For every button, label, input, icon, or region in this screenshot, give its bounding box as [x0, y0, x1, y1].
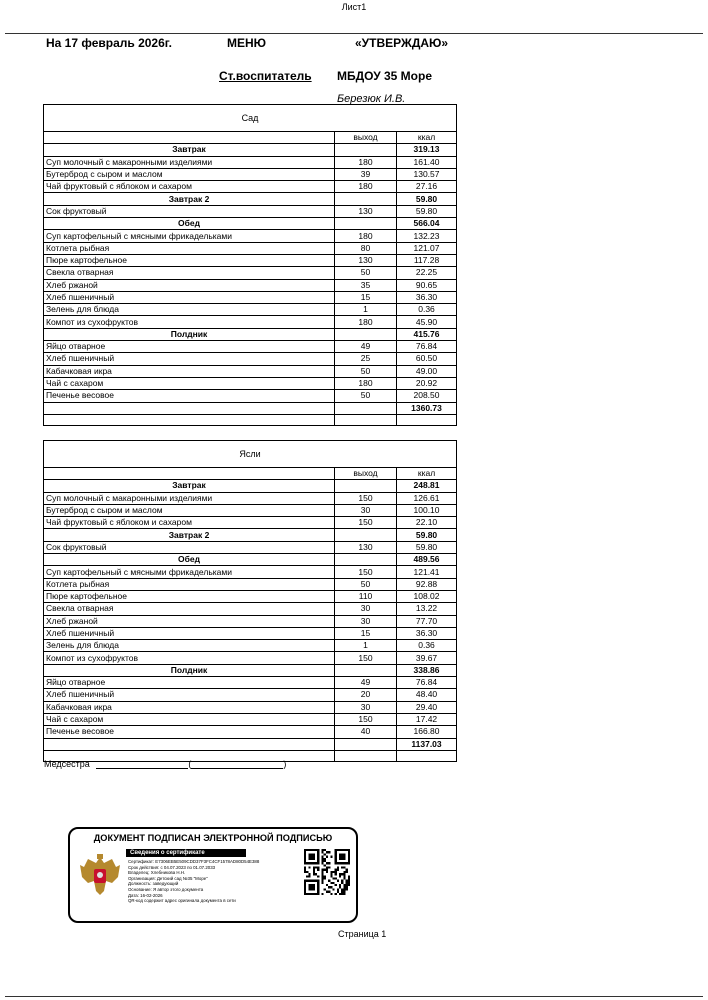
meal-name: Обед	[44, 218, 335, 230]
table-row	[44, 168, 457, 180]
blank-cell	[397, 414, 457, 425]
column-header-row	[44, 468, 457, 480]
dish-name: Кабачковая икра	[44, 701, 335, 713]
dish-name: Чай с сахаром	[44, 713, 335, 725]
dish-name: Бутерброд с сыром и маслом	[44, 504, 335, 516]
stamp-title: ДОКУМЕНТ ПОДПИСАН ЭЛЕКТРОННОЙ ПОДПИСЬЮ	[93, 833, 333, 843]
dish-kcal: 59.80	[397, 205, 457, 217]
coat-of-arms-icon	[78, 853, 122, 897]
table-row	[44, 603, 457, 615]
dish-output: 150	[335, 517, 397, 529]
dish-output: 49	[335, 341, 397, 353]
table-row	[44, 267, 457, 279]
meal-header-row	[44, 554, 457, 566]
meal-header-row	[44, 664, 457, 676]
dish-name: Хлеб пшеничный	[44, 689, 335, 701]
dish-name: Хлеб ржаной	[44, 615, 335, 627]
meal-output-cell	[335, 144, 397, 156]
table-row	[44, 640, 457, 652]
nurse-paren-open: (	[188, 759, 192, 769]
meal-header-row	[44, 328, 457, 340]
meal-kcal: 566.04	[397, 218, 457, 230]
total-label-cell	[44, 738, 335, 750]
table-row	[44, 713, 457, 725]
dish-kcal: 121.07	[397, 242, 457, 254]
dish-name: Котлета рыбная	[44, 242, 335, 254]
approver-position: Ст.воспитатель	[219, 69, 312, 83]
dish-kcal: 36.30	[397, 627, 457, 639]
total-row	[44, 402, 457, 414]
dish-output: 25	[335, 353, 397, 365]
table-caption: Сад	[44, 105, 457, 132]
table-row	[44, 590, 457, 602]
dish-name: Зелень для блюда	[44, 640, 335, 652]
dish-kcal: 92.88	[397, 578, 457, 590]
total-label-cell	[44, 402, 335, 414]
table-row	[44, 181, 457, 193]
dish-name: Пюре картофельное	[44, 254, 335, 266]
certificate-line: QR-код содержит адрес оригинала документа в сети	[128, 898, 236, 904]
dish-kcal: 20.92	[397, 377, 457, 389]
dish-output: 20	[335, 689, 397, 701]
dish-output: 80	[335, 242, 397, 254]
column-header-kcal: ккал	[397, 132, 457, 144]
dish-output: 15	[335, 291, 397, 303]
nurse-signature-blank	[96, 759, 188, 769]
meal-kcal: 248.81	[397, 480, 457, 492]
dish-output: 35	[335, 279, 397, 291]
dish-kcal: 161.40	[397, 156, 457, 168]
table-row	[44, 353, 457, 365]
meal-output-cell	[335, 664, 397, 676]
qr-code-icon	[304, 849, 350, 895]
dish-output: 110	[335, 590, 397, 602]
dish-name: Зелень для блюда	[44, 304, 335, 316]
dish-output: 180	[335, 230, 397, 242]
dish-name: Яйцо отварное	[44, 677, 335, 689]
table-row	[44, 156, 457, 168]
column-header-output: выход	[335, 132, 397, 144]
column-header-kcal: ккал	[397, 468, 457, 480]
dish-output: 1	[335, 640, 397, 652]
column-header-output: выход	[335, 468, 397, 480]
certificate-line: Владелец: Хлебникова Н.Н.	[128, 870, 186, 876]
table-row	[44, 677, 457, 689]
dish-name: Чай с сахаром	[44, 377, 335, 389]
dish-output: 30	[335, 615, 397, 627]
blank-cell	[335, 750, 397, 761]
meal-output-cell	[335, 193, 397, 205]
column-header-dish	[44, 468, 335, 480]
dish-name: Чай фруктовый с яблоком и сахаром	[44, 181, 335, 193]
dish-name: Свекла отварная	[44, 267, 335, 279]
table-caption-row	[44, 105, 457, 132]
table-row	[44, 541, 457, 553]
table-row	[44, 279, 457, 291]
dish-output: 50	[335, 267, 397, 279]
dish-output: 50	[335, 365, 397, 377]
dish-kcal: 208.50	[397, 390, 457, 402]
table-row	[44, 341, 457, 353]
dish-kcal: 49.00	[397, 365, 457, 377]
meal-name: Полдник	[44, 664, 335, 676]
dish-output: 180	[335, 156, 397, 168]
dish-output: 180	[335, 316, 397, 328]
meal-header-row	[44, 144, 457, 156]
certificate-line: Должность: заведующий	[128, 881, 179, 887]
dish-kcal: 0.36	[397, 304, 457, 316]
dish-name: Компот из сухофруктов	[44, 316, 335, 328]
table-row	[44, 365, 457, 377]
table-row	[44, 615, 457, 627]
dish-kcal: 36.30	[397, 291, 457, 303]
meal-output-cell	[335, 554, 397, 566]
certificate-line: Сертификат: E7306EB5E509CDD37F3FC4CF1578AD80D54E388	[128, 859, 260, 864]
dish-name: Суп картофельный с мясными фрикадельками	[44, 566, 335, 578]
footer-divider	[5, 996, 703, 997]
dish-kcal: 121.41	[397, 566, 457, 578]
dish-kcal: 0.36	[397, 640, 457, 652]
dish-kcal: 126.61	[397, 492, 457, 504]
dish-name: Суп молочный с макаронными изделиями	[44, 156, 335, 168]
dish-output: 150	[335, 713, 397, 725]
certificate-details	[128, 859, 300, 904]
meal-name: Обед	[44, 554, 335, 566]
meal-output-cell	[335, 218, 397, 230]
dish-name: Хлеб ржаной	[44, 279, 335, 291]
dish-kcal: 22.10	[397, 517, 457, 529]
blank-cell	[397, 750, 457, 761]
dish-name: Хлеб пшеничный	[44, 353, 335, 365]
dish-kcal: 117.28	[397, 254, 457, 266]
menu-title: МЕНЮ	[227, 36, 267, 50]
meal-name: Завтрак	[44, 480, 335, 492]
dish-kcal: 100.10	[397, 504, 457, 516]
meal-kcal: 489.56	[397, 554, 457, 566]
dish-kcal: 17.42	[397, 713, 457, 725]
menu-table-nursery	[43, 440, 457, 762]
nurse-paren-close: )	[283, 759, 287, 769]
table-row	[44, 701, 457, 713]
total-output-cell	[335, 738, 397, 750]
dish-kcal: 132.23	[397, 230, 457, 242]
dish-name: Печенье весовое	[44, 390, 335, 402]
dish-output: 1	[335, 304, 397, 316]
dish-name: Хлеб пшеничный	[44, 291, 335, 303]
dish-name: Сок фруктовый	[44, 205, 335, 217]
meal-kcal: 59.80	[397, 193, 457, 205]
dish-name: Кабачковая икра	[44, 365, 335, 377]
dish-output: 180	[335, 377, 397, 389]
dish-output: 49	[335, 677, 397, 689]
blank-cell	[44, 414, 335, 425]
dish-kcal: 13.22	[397, 603, 457, 615]
menu-table-garden	[43, 104, 457, 426]
dish-output: 150	[335, 492, 397, 504]
nurse-signature-line	[44, 759, 286, 769]
table-row	[44, 254, 457, 266]
dish-name: Пюре картофельное	[44, 590, 335, 602]
meal-name: Завтрак	[44, 144, 335, 156]
dish-output: 30	[335, 701, 397, 713]
table-row	[44, 291, 457, 303]
dish-name: Бутерброд с сыром и маслом	[44, 168, 335, 180]
certificate-header: Сведения о сертификате	[126, 849, 246, 857]
meal-name: Завтрак 2	[44, 193, 335, 205]
certificate-line: Организация: Детский сад №35 "Море"	[128, 875, 208, 881]
dish-kcal: 22.25	[397, 267, 457, 279]
meal-output-cell	[335, 480, 397, 492]
dish-output: 50	[335, 390, 397, 402]
table-row	[44, 242, 457, 254]
meal-output-cell	[335, 328, 397, 340]
dish-kcal: 59.80	[397, 541, 457, 553]
dish-kcal: 130.57	[397, 168, 457, 180]
blank-cell	[335, 414, 397, 425]
meal-name: Полдник	[44, 328, 335, 340]
dish-kcal: 27.16	[397, 181, 457, 193]
table-row	[44, 205, 457, 217]
meal-header-row	[44, 529, 457, 541]
dish-kcal: 166.80	[397, 726, 457, 738]
certificate-line: Основание: Я автор этого документа	[128, 886, 204, 892]
dish-name: Печенье весовое	[44, 726, 335, 738]
dish-output: 180	[335, 181, 397, 193]
dish-name: Свекла отварная	[44, 603, 335, 615]
dish-kcal: 76.84	[397, 677, 457, 689]
page-number: Страница 1	[338, 929, 387, 939]
meal-header-row	[44, 193, 457, 205]
dish-name: Компот из сухофруктов	[44, 652, 335, 664]
dish-output: 30	[335, 504, 397, 516]
dish-kcal: 45.90	[397, 316, 457, 328]
meal-kcal: 415.76	[397, 328, 457, 340]
table-row	[44, 377, 457, 389]
table-caption: Ясли	[44, 441, 457, 468]
menu-date: На 17 февраль 2026г.	[46, 36, 172, 50]
table-row	[44, 504, 457, 516]
meal-kcal: 59.80	[397, 529, 457, 541]
certificate-line: Срок действия: с 04.07.2023 по 01.07.2033	[128, 864, 216, 870]
dish-output: 130	[335, 541, 397, 553]
total-row	[44, 738, 457, 750]
total-output-cell	[335, 402, 397, 414]
dish-output: 15	[335, 627, 397, 639]
dish-kcal: 60.50	[397, 353, 457, 365]
dish-name: Котлета рыбная	[44, 578, 335, 590]
dish-name: Сок фруктовый	[44, 541, 335, 553]
meal-name: Завтрак 2	[44, 529, 335, 541]
certificate-line: Дата: 16-02-2026	[128, 892, 163, 898]
dish-name: Чай фруктовый с яблоком и сахаром	[44, 517, 335, 529]
meal-kcal: 338.86	[397, 664, 457, 676]
dish-name: Хлеб пшеничный	[44, 627, 335, 639]
column-header-dish	[44, 132, 335, 144]
table-row	[44, 627, 457, 639]
meal-output-cell	[335, 529, 397, 541]
table-row	[44, 652, 457, 664]
dish-kcal: 77.70	[397, 615, 457, 627]
header-divider	[5, 33, 703, 34]
dish-output: 50	[335, 578, 397, 590]
table-row	[44, 566, 457, 578]
table-row	[44, 689, 457, 701]
column-header-row	[44, 132, 457, 144]
dish-kcal: 29.40	[397, 701, 457, 713]
nurse-name-blank	[191, 759, 283, 769]
organization-name: МБДОУ 35 Море	[337, 69, 433, 83]
dish-name: Суп молочный с макаронными изделиями	[44, 492, 335, 504]
table-row	[44, 517, 457, 529]
table-row	[44, 492, 457, 504]
meal-header-row	[44, 480, 457, 492]
dish-kcal: 39.67	[397, 652, 457, 664]
dish-output: 130	[335, 254, 397, 266]
dish-kcal: 48.40	[397, 689, 457, 701]
table-row	[44, 316, 457, 328]
approve-label: «УТВЕРЖДАЮ»	[355, 36, 449, 50]
dish-kcal: 108.02	[397, 590, 457, 602]
dish-name: Суп картофельный с мясными фрикадельками	[44, 230, 335, 242]
table-row	[44, 304, 457, 316]
dish-output: 150	[335, 566, 397, 578]
dish-name: Яйцо отварное	[44, 341, 335, 353]
table-row	[44, 726, 457, 738]
sheet-name: Лист1	[341, 2, 367, 12]
meal-kcal: 319.13	[397, 144, 457, 156]
dish-output: 39	[335, 168, 397, 180]
table-caption-row	[44, 441, 457, 468]
total-kcal: 1360.73	[397, 402, 457, 414]
electronic-signature-stamp	[68, 827, 358, 923]
dish-output: 130	[335, 205, 397, 217]
total-kcal: 1137.03	[397, 738, 457, 750]
table-row	[44, 230, 457, 242]
dish-output: 150	[335, 652, 397, 664]
dish-output: 40	[335, 726, 397, 738]
approver-signature-name: Березюк И.В.	[337, 93, 406, 105]
table-row	[44, 578, 457, 590]
nurse-label: Медсестра	[44, 759, 90, 769]
blank-row	[44, 414, 457, 425]
table-row	[44, 390, 457, 402]
dish-kcal: 90.65	[397, 279, 457, 291]
dish-kcal: 76.84	[397, 341, 457, 353]
dish-output: 30	[335, 603, 397, 615]
meal-header-row	[44, 218, 457, 230]
